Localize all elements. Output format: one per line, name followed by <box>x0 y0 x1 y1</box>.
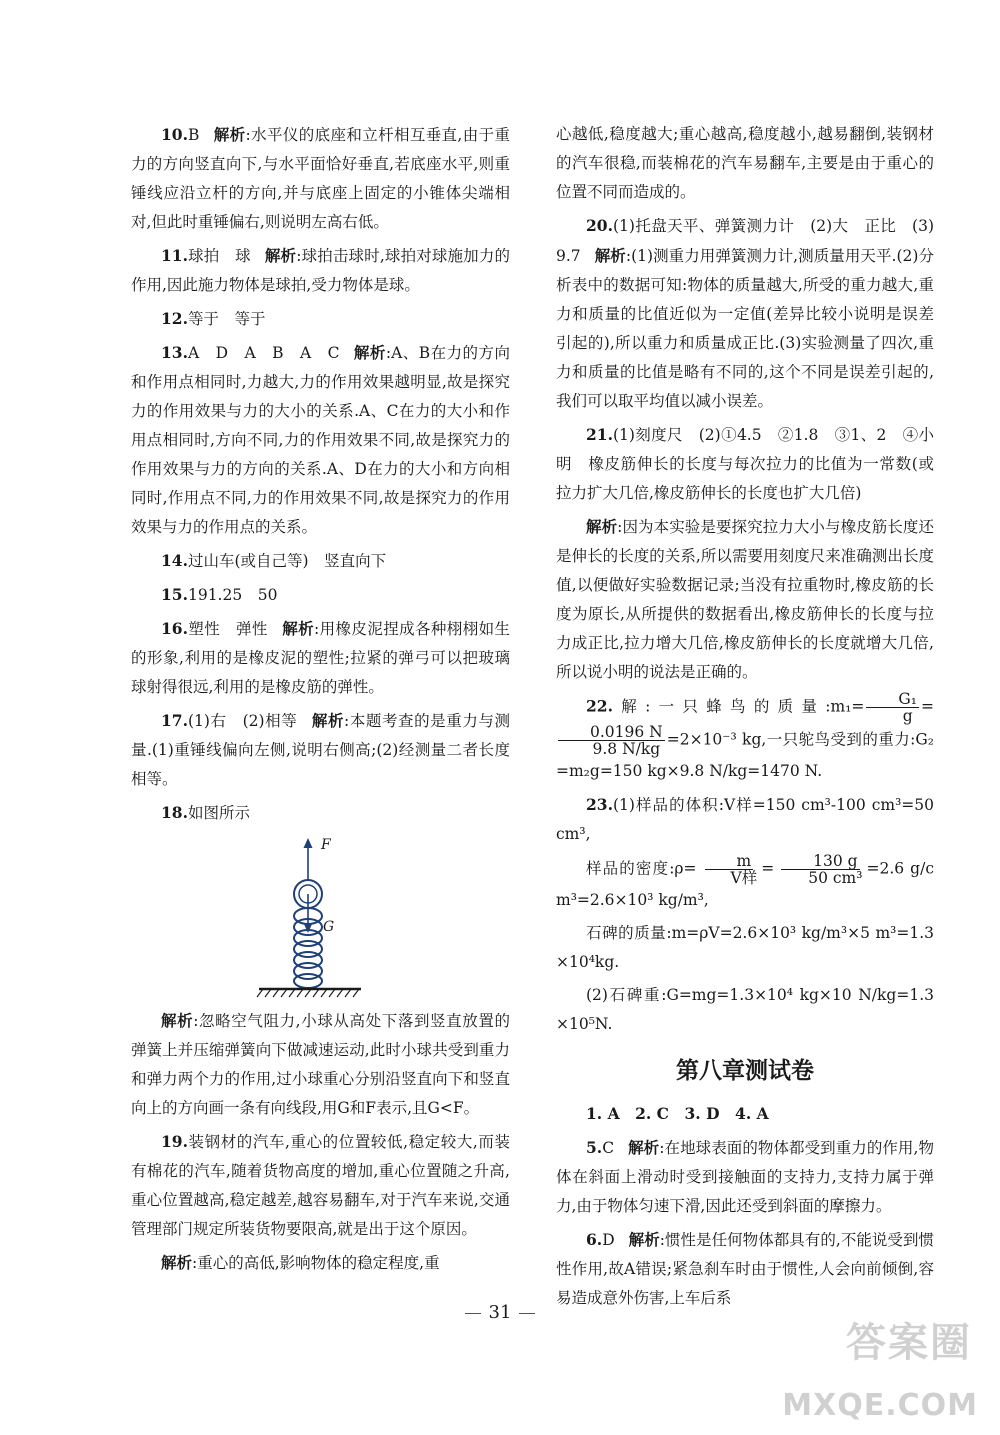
answer-21-analysis: 解析:因为本实验是要探究拉力大小与橡皮筋长度还是伸长的长度的关系,所以需要用刻度尺来准确测出长度值,以便做好实验数据记录;当没有拉重物时,橡皮筋的长度为原长,从所提供的数据看出,橡皮筋伸长的长度与拉力成正比,拉力增大几倍,橡皮筋伸长的长度就增大几倍,所以说小明的说法是正确的。 <box>556 517 934 681</box>
answer-20: 20.(1)托盘天平、弹簧测力计 (2)大 正比 (3)9.7 解析:(1)测重力用弹簧测力计,测质量用天平.(2)分析表中的数据可知:物体的质量越大,所受的重力越大,重力和质量的比值近似为一定值(差异比较小说明是误差引起的),所以重力和质量成正比.(3)实验测量了四次,重力和质量的比值是略有不同的,这个不同是误差引起的,我们可以取平均值以减小误差。 <box>556 216 934 410</box>
fraction-m-over-v: $\frac{m}{\text{V样}}$ <box>699 853 760 886</box>
force-f-arrowhead <box>304 838 313 848</box>
label-g: G <box>323 919 335 935</box>
fraction-g1-over-g: $\frac{\text{G₁}}{g}$ <box>866 691 919 724</box>
right-column <box>556 120 934 1313</box>
watermark-url: MXQE.COM <box>782 1388 978 1423</box>
answer-23-weight: (2)石碑重:G=mg=1.3×10⁴ kg×10 N/kg=1.3×10⁵N. <box>556 986 934 1033</box>
watermark <box>782 1311 978 1423</box>
answer-23-mass: 石碑的质量:m=ρV=2.6×10³ kg/m³×5 m³=1.3×10⁴kg. <box>556 924 934 971</box>
answer-19-analysis: 解析:重心的高低,影响物体的稳定程度,重 <box>161 1253 440 1272</box>
answer-17: 17.(1)右 (2)相等 解析:本题考查的是重力与测量.(1)重锤线偏向左侧,说明右侧高;(2)经测量二者长度相等。 <box>131 711 510 788</box>
chapter-answer-6: 6.D 解析:惯性是任何物体都具有的,不能说受到惯性作用,故A错误;紧急刹车时由于惯性,人会向前倾倒,容易造成意外伤害,上车后系 <box>556 1230 934 1307</box>
spring-ball-figure <box>131 834 510 1002</box>
fraction-mass-value: $\frac{0.0196 N}{9.8 N/kg}$ <box>558 724 665 757</box>
answer-21: 21.(1)刻度尺 (2)①4.5 ②1.8 ③1、2 ④小明 橡皮筋伸长的长度与每次拉力的比值为一常数(或拉力扩大几倍,橡皮筋伸长的长度也扩大几倍) <box>556 425 934 502</box>
spring-ball-diagram <box>131 834 510 1002</box>
answer-14: 14.过山车(或自己等) 竖直向下 <box>161 551 387 570</box>
force-g-arrowhead <box>304 923 313 933</box>
page-number: 31 <box>450 1302 550 1323</box>
answer-12: 12.等于 等于 <box>161 309 266 328</box>
watermark-logo: 答案圈 <box>846 1320 972 1366</box>
left-column <box>131 120 510 1278</box>
chapter-title: 第八章测试卷 <box>676 1058 814 1084</box>
fraction-density-value: $\frac{130 g}{\text{50 cm³}}$ <box>776 853 864 886</box>
answer-13: 13.A D A B A C 解析:A、B在力的方向和作用点相同时,力越大,力的作用效果越明显,故是探究力的作用效果与力的大小的关系.A、C在力的大小和作用点相同时,方向不同,力的作用效果不同,故是探究力的作用效果与力的方向的关系.A、D在力的大小和方向相同时,作用点不同,力的作用效果不同,故是探究力的作用效果与力的作用点的关系。 <box>131 343 510 536</box>
label-f: F <box>321 837 331 853</box>
answer-23: 23.(1)样品的体积:V样=150 cm³-100 cm³=50 cm³, <box>556 795 934 843</box>
answer-19: 19.装钢材的汽车,重心的位置较低,稳定较大,而装有棉花的汽车,随着货物高度的增加,重心位置随之升高,重心位置越高,稳定越差,越容易翻车,对于汽车来说,交通管理部门规定所装货物要限高,就是出于这个原因。 <box>131 1132 510 1238</box>
answer-11: 11.球拍 球 解析:球拍击球时,球拍对球施加力的作用,因此施力物体是球拍,受力物体是球。 <box>131 246 510 294</box>
answer-23-density: 样品的密度:ρ= $\frac{m}{\text{V样}}$ = $\frac{130 g}{\text{50 cm³}}$ =2.6 g/cm³=2.6×10³ kg/m³, <box>556 852 934 909</box>
chapter-answer-5: 5.C 解析:在地球表面的物体都受到重力的作用,物体在斜面上滑动时受到接触面的支持力,支持力属于弹力,由于物体匀速下滑,因此还受到斜面的摩擦力。 <box>556 1138 934 1215</box>
answer-10: 10.B 解析:水平仪的底座和立杆相互垂直,由于重力的方向竖直向下,与水平面恰好垂直,若底座水平,则重锤线应沿立杆的方向,并与底座上固定的小锥体尖端相对,但此时重锤偏右,则说明左高右低。 <box>131 125 510 231</box>
answer-15: 15.191.25 50 <box>161 585 278 604</box>
answer-19-continued: 心越低,稳度越大;重心越高,稳度越小,越易翻倒,装钢材的汽车很稳,而装棉花的汽车易翻车,主要是由于重心的位置不同而造成的。 <box>556 125 934 201</box>
answer-22: 22.解:一只蜂鸟的质量:m₁= $\frac{\text{G₁}}{g}$ = $\frac{0.0196 N}{9.8 N/kg}$ =2×10⁻³ kg,一只鸵鸟受到的重力:G₂=m₂g=150 kg×9.8 N/kg=1470 N. <box>556 690 934 780</box>
answer-18-analysis: 解析:忽略空气阻力,小球从高处下落到竖直放置的弹簧上并压缩弹簧向下做减速运动,此时小球共受到重力和弹力两个力的作用,过小球重心分别沿竖直向下和竖直向上的方向画一条有向线段,用G和F表示,且G<F。 <box>131 1011 510 1117</box>
answer-18: 18.如图所示 <box>161 803 250 822</box>
answer-16: 16.塑性 弹性 解析:用橡皮泥捏成各种栩栩如生的形象,利用的是橡皮泥的塑性;拉紧的弹弓可以把玻璃球射得很远,利用的是橡皮筋的弹性。 <box>131 619 510 696</box>
chapter-answers-1-4: 1. A 2. C 3. D 4. A <box>586 1104 769 1123</box>
